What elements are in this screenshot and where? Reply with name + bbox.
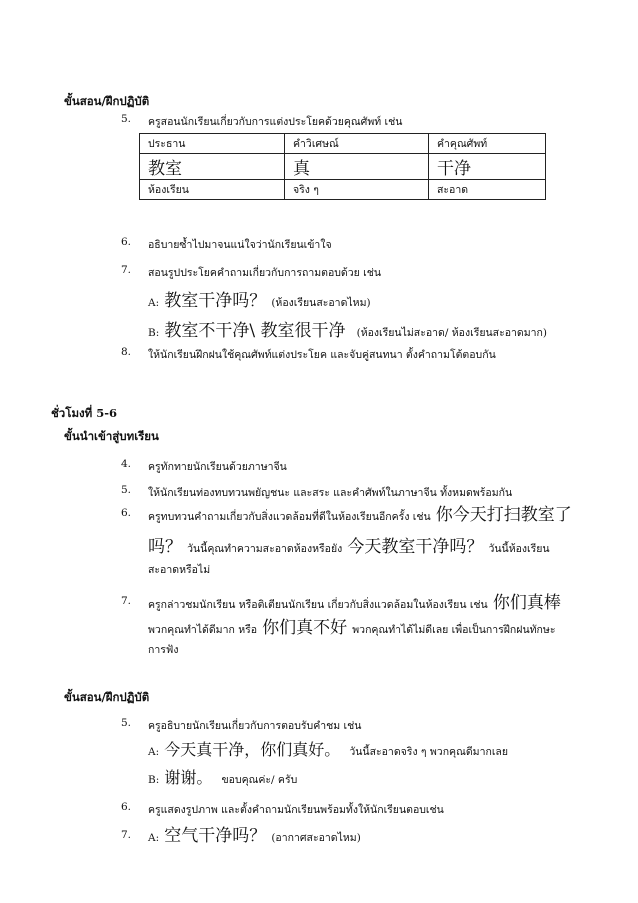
dialogue-line-a — [148, 286, 371, 311]
table-cell-chinese: 真 — [285, 154, 429, 180]
chinese-text: 教室不干净\ 教室很干净 — [164, 321, 346, 341]
period-heading: ชั่วโมงที่ 5-6 — [51, 406, 117, 420]
item-text-line — [148, 613, 555, 638]
chinese-text: 谢谢。 — [164, 768, 213, 787]
section-heading-practice-1: ขั้นสอน/ฝึกปฏิบัติ — [64, 94, 150, 108]
table-cell-chinese: 教室 — [140, 154, 285, 180]
item-text: การฟัง — [148, 644, 179, 656]
table-row-headers — [140, 134, 546, 154]
speaker-label: B: — [148, 774, 160, 786]
thai-text: วันนี้ห้องเรียน — [488, 543, 550, 555]
chinese-text: 你今天打扫教室了 — [435, 505, 572, 525]
chinese-text: 今天教室干净吗？ — [347, 537, 484, 557]
thai-text: ครูทบทวนคำถามเกี่ยวกับสิ่งแวดล้อมที่ดีในห้องเรียนอีกครั้ง เช่น — [148, 511, 431, 523]
item-text: สอนรูปประโยคคำถามเกี่ยวกับการถามตอบด้วย เช่น — [148, 267, 382, 279]
speaker-label: A: — [148, 297, 160, 309]
item-number: 6. — [121, 236, 132, 248]
item-number: 4. — [121, 458, 132, 470]
dialogue-line-a — [148, 737, 508, 760]
speaker-label: A: — [148, 832, 160, 844]
item-number: 7. — [121, 829, 132, 841]
table-row-thai — [140, 180, 546, 200]
table-cell-thai: จริง ๆ — [285, 180, 429, 200]
item-text: ครูอธิบายนักเรียนเกี่ยวกับการตอบรับคำชม เช่น — [148, 720, 362, 732]
chinese-text: 你们真不好 — [262, 618, 348, 638]
thai-translation: ขอบคุณค่ะ/ ครับ — [221, 774, 298, 786]
item-text-line — [148, 500, 572, 525]
item-text: ครูสอนนักเรียนเกี่ยวกับการแต่งประโยคด้วยคุณศัพท์ เช่น — [148, 116, 403, 128]
table-header-subject: ประธาน — [140, 134, 285, 154]
speaker-label: B: — [148, 327, 160, 339]
chinese-text: 今天真干净，你们真好。 — [164, 740, 341, 759]
item-text-line — [148, 588, 561, 613]
item-text: ครูทักทายนักเรียนด้วยภาษาจีน — [148, 461, 287, 473]
item-number: 7. — [121, 264, 132, 276]
chinese-text: 空气干净吗？ — [164, 826, 267, 846]
section-heading-introduction: ขั้นนำเข้าสู่บทเรียน — [64, 429, 159, 443]
thai-translation: (ห้องเรียนสะอาดไหม) — [271, 297, 371, 309]
table-header-adverb: คำวิเศษณ์ — [285, 134, 429, 154]
vocabulary-table — [139, 133, 546, 200]
speaker-label: A: — [148, 746, 160, 758]
thai-text: พวกคุณทำได้ดีมาก หรือ — [148, 624, 258, 636]
item-text: สะอาดหรือไม่ — [148, 564, 211, 576]
thai-text: ครูกล่าวชมนักเรียน หรือติเตียนนักเรียน เกี่ยวกับสิ่งแวดล้อมในห้องเรียน เช่น — [148, 599, 488, 611]
table-cell-thai: ห้องเรียน — [140, 180, 285, 200]
item-number: 7. — [121, 595, 132, 607]
item-number: 8. — [121, 346, 132, 358]
chinese-text: 你们真棒 — [492, 593, 561, 613]
table-cell-thai: สะอาด — [429, 180, 546, 200]
dialogue-line-b — [148, 765, 297, 788]
item-number: 5. — [121, 717, 132, 729]
item-number: 5. — [121, 113, 132, 125]
item-text: ให้นักเรียนฝึกฝนใช้คุณศัพท์แต่งประโยค และจับคู่สนทนา ตั้งคำถามโต้ตอบกัน — [148, 349, 496, 361]
chinese-text: 教室干净吗？ — [164, 291, 267, 311]
thai-text: พวกคุณทำได้ไม่ดีเลย เพื่อเป็นการฝึกฝนทักษะ — [352, 624, 556, 636]
thai-text: วันนี้คุณทำความสะอาดห้องหรือยัง — [187, 543, 343, 555]
item-number: 6. — [121, 507, 132, 519]
dialogue-line-a — [148, 821, 361, 846]
item-number: 6. — [121, 801, 132, 813]
item-text-line — [148, 532, 550, 557]
chinese-text: 吗？ — [148, 537, 182, 557]
item-text: ให้นักเรียนท่องทบทวนพยัญชนะ และสระ และคำศัพท์ในภาษาจีน ทั้งหมดพร้อมกัน — [148, 487, 513, 499]
table-row-chinese — [140, 154, 546, 180]
thai-translation: (อากาศสะอาดไหม) — [271, 832, 361, 844]
table-header-adjective: คำคุณศัพท์ — [429, 134, 546, 154]
item-text: ครูแสดงรูปภาพ และตั้งคำถามนักเรียนพร้อมทั้งให้นักเรียนตอบเช่น — [148, 804, 444, 816]
thai-translation: วันนี้สะอาดจริง ๆ พวกคุณดีมากเลย — [349, 746, 508, 758]
dialogue-line-b — [148, 316, 547, 341]
thai-translation: (ห้องเรียนไม่สะอาด/ ห้องเรียนสะอาดมาก) — [356, 327, 548, 339]
section-heading-practice-2: ขั้นสอน/ฝึกปฏิบัติ — [64, 690, 150, 704]
table-cell-chinese: 干净 — [429, 154, 546, 180]
item-number: 5. — [121, 484, 132, 496]
item-text: อธิบายซ้ำไปมาจนแน่ใจว่านักเรียนเข้าใจ — [148, 239, 332, 251]
